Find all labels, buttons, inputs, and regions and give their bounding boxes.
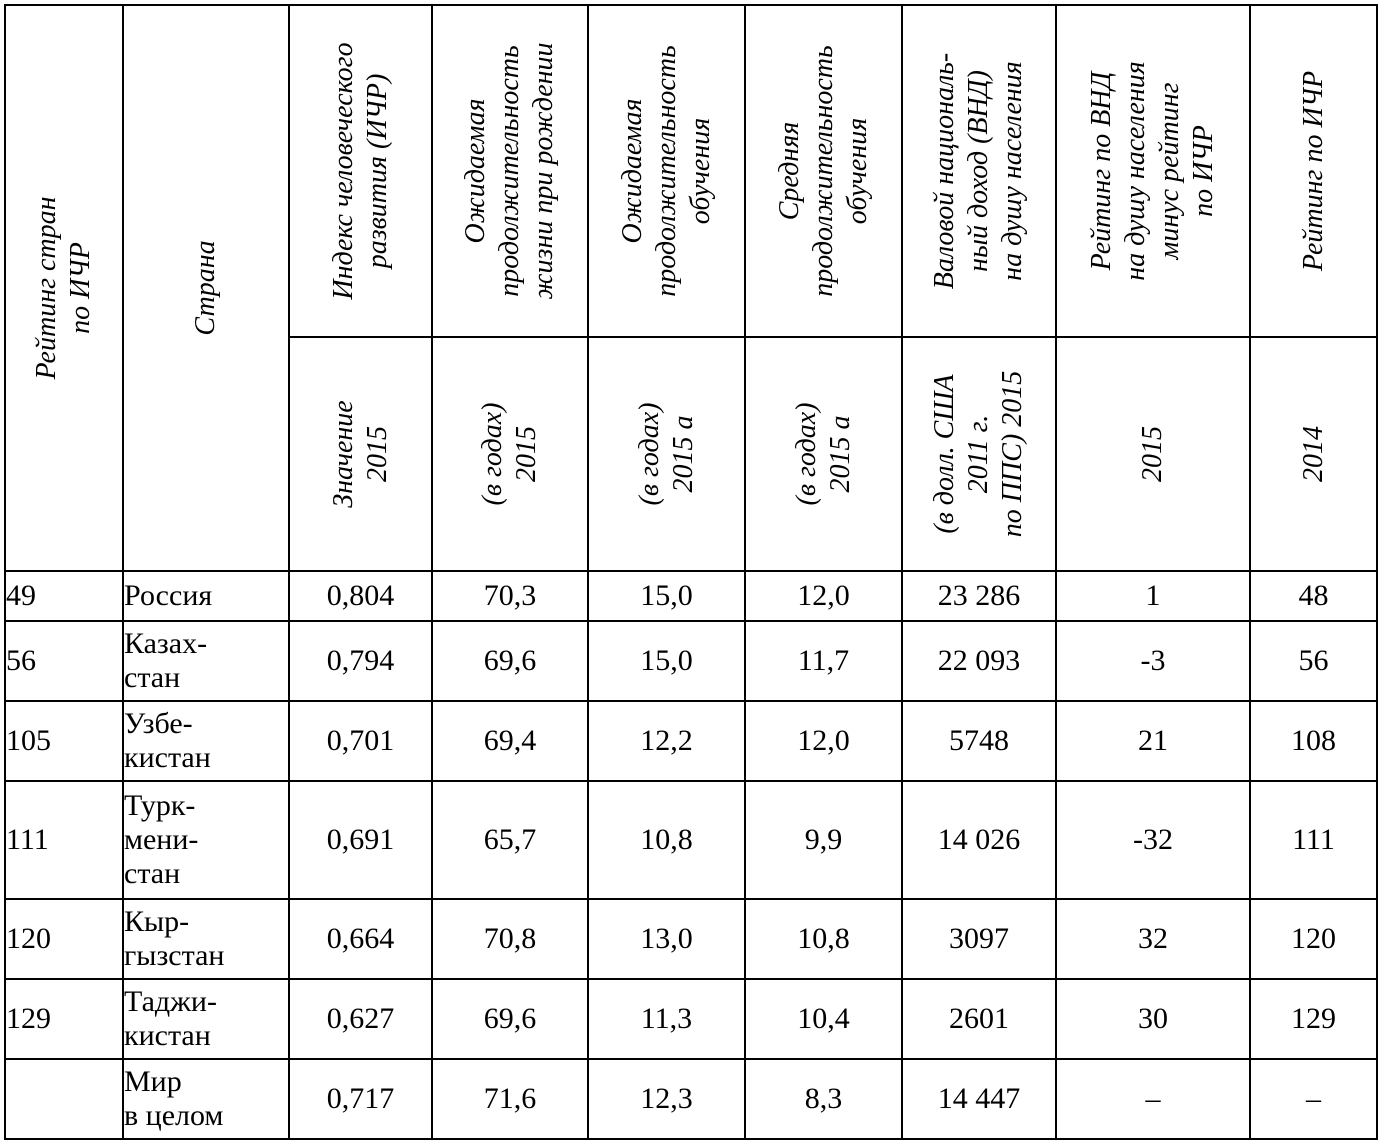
cell-gni: 23 286	[902, 571, 1056, 621]
cell-mean-school: 12,0	[745, 571, 902, 621]
header-mean-school-text: Средняя продолжительность обучения	[773, 45, 873, 297]
cell-rank: 56	[5, 621, 123, 701]
header-gni-minus-text: Рейтинг по ВНД на душу населения минус рейтинг по ИЧР	[1086, 61, 1219, 281]
header-hdi	[289, 5, 432, 337]
subheader-mean-school-text: (в годах) 2015 а	[790, 402, 856, 506]
cell-country: Мир в целом	[123, 1059, 289, 1139]
header-country-text: Страна	[190, 240, 221, 336]
cell-country: Россия	[123, 571, 289, 621]
cell-hdi-rank-2014: 56	[1250, 621, 1377, 701]
header-life	[432, 5, 588, 337]
cell-rank	[5, 1059, 123, 1139]
cell-hdi: 0,794	[289, 621, 432, 701]
table-row	[5, 701, 1377, 781]
cell-gni: 2601	[902, 979, 1056, 1059]
cell-hdi-rank-2014: –	[1250, 1059, 1377, 1139]
header-gni	[902, 5, 1056, 337]
cell-exp-school: 13,0	[588, 899, 745, 979]
cell-exp-school: 15,0	[588, 571, 745, 621]
cell-life: 69,4	[432, 701, 588, 781]
cell-hdi-rank-2014: 48	[1250, 571, 1377, 621]
cell-hdi-rank-2014: 120	[1250, 899, 1377, 979]
cell-rank: 105	[5, 701, 123, 781]
subheader-life	[432, 337, 588, 571]
cell-gni-minus: -3	[1056, 621, 1250, 701]
header-exp-school	[588, 5, 745, 337]
cell-mean-school: 12,0	[745, 701, 902, 781]
cell-mean-school: 11,7	[745, 621, 902, 701]
cell-gni-minus: -32	[1056, 781, 1250, 899]
subheader-hdi-rank-2014-text: 2014	[1297, 426, 1329, 482]
cell-country: Турк- мени- стан	[123, 781, 289, 899]
cell-country: Узбе- кистан	[123, 701, 289, 781]
subheader-gni-minus	[1056, 337, 1250, 571]
cell-hdi: 0,627	[289, 979, 432, 1059]
table-row	[5, 621, 1377, 701]
cell-mean-school: 9,9	[745, 781, 902, 899]
table-row	[5, 571, 1377, 621]
table-row	[5, 979, 1377, 1059]
cell-exp-school: 12,2	[588, 701, 745, 781]
subheader-gni	[902, 337, 1056, 571]
table-row	[5, 781, 1377, 899]
header-hdi-text: Индекс человеческого развития (ИЧР)	[327, 42, 393, 300]
cell-exp-school: 15,0	[588, 621, 745, 701]
cell-gni: 22 093	[902, 621, 1056, 701]
subheader-life-text: (в годах) 2015	[477, 402, 542, 506]
cell-gni: 3097	[902, 899, 1056, 979]
cell-life: 69,6	[432, 979, 588, 1059]
header-mean-school	[745, 5, 902, 337]
header-country	[123, 5, 289, 571]
cell-gni: 5748	[902, 701, 1056, 781]
header-exp-school-text: Ожидаемая продолжительность обучения	[616, 45, 716, 297]
header-life-text: Ожидаемая продолжительность жизни при рождении	[460, 42, 559, 300]
cell-hdi-rank-2014: 129	[1250, 979, 1377, 1059]
header-gni-minus	[1056, 5, 1250, 337]
header-hdi-rank-2014-text: Рейтинг по ИЧР	[1297, 70, 1329, 272]
header-row	[5, 5, 1377, 337]
cell-country: Казах- стан	[123, 621, 289, 701]
subheader-exp-school-text: (в годах) 2015 а	[633, 402, 699, 506]
cell-gni-minus: –	[1056, 1059, 1250, 1139]
table-row	[5, 899, 1377, 979]
cell-mean-school: 10,8	[745, 899, 902, 979]
cell-life: 65,7	[432, 781, 588, 899]
cell-exp-school: 10,8	[588, 781, 745, 899]
cell-gni-minus: 32	[1056, 899, 1250, 979]
cell-rank: 49	[5, 571, 123, 621]
cell-rank: 129	[5, 979, 123, 1059]
cell-life: 69,6	[432, 621, 588, 701]
cell-hdi: 0,717	[289, 1059, 432, 1139]
cell-life: 70,8	[432, 899, 588, 979]
cell-country: Таджи- кистан	[123, 979, 289, 1059]
cell-hdi-rank-2014: 108	[1250, 701, 1377, 781]
cell-life: 70,3	[432, 571, 588, 621]
cell-country: Кыр- гызстан	[123, 899, 289, 979]
subheader-hdi-rank-2014	[1250, 337, 1377, 571]
cell-hdi-rank-2014: 111	[1250, 781, 1377, 899]
cell-hdi: 0,664	[289, 899, 432, 979]
cell-mean-school: 8,3	[745, 1059, 902, 1139]
cell-rank: 120	[5, 899, 123, 979]
cell-gni: 14 447	[902, 1059, 1056, 1139]
cell-exp-school: 12,3	[588, 1059, 745, 1139]
cell-hdi: 0,701	[289, 701, 432, 781]
subheader-gni-minus-text: 2015	[1137, 426, 1168, 482]
cell-gni-minus: 1	[1056, 571, 1250, 621]
subheader-exp-school	[588, 337, 745, 571]
cell-gni-minus: 21	[1056, 701, 1250, 781]
cell-hdi: 0,804	[289, 571, 432, 621]
subheader-mean-school	[745, 337, 902, 571]
subheader-gni-text: (в долл. США 2011 г. по ППС) 2015	[929, 370, 1028, 538]
cell-gni-minus: 30	[1056, 979, 1250, 1059]
cell-hdi: 0,691	[289, 781, 432, 899]
header-rank	[5, 5, 123, 571]
header-gni-text: Валовой националь- ный доход (ВНД) на душу населения	[929, 52, 1028, 290]
subheader-hdi	[289, 337, 432, 571]
header-hdi-rank-2014	[1250, 5, 1377, 337]
hdi-table	[4, 4, 1378, 1140]
cell-mean-school: 10,4	[745, 979, 902, 1059]
table-row	[5, 1059, 1377, 1139]
cell-life: 71,6	[432, 1059, 588, 1139]
header-rank-text: Рейтинг стран по ИЧР	[31, 196, 96, 380]
subheader-hdi-text: Значение 2015	[327, 400, 393, 508]
cell-exp-school: 11,3	[588, 979, 745, 1059]
cell-rank: 111	[5, 781, 123, 899]
cell-gni: 14 026	[902, 781, 1056, 899]
